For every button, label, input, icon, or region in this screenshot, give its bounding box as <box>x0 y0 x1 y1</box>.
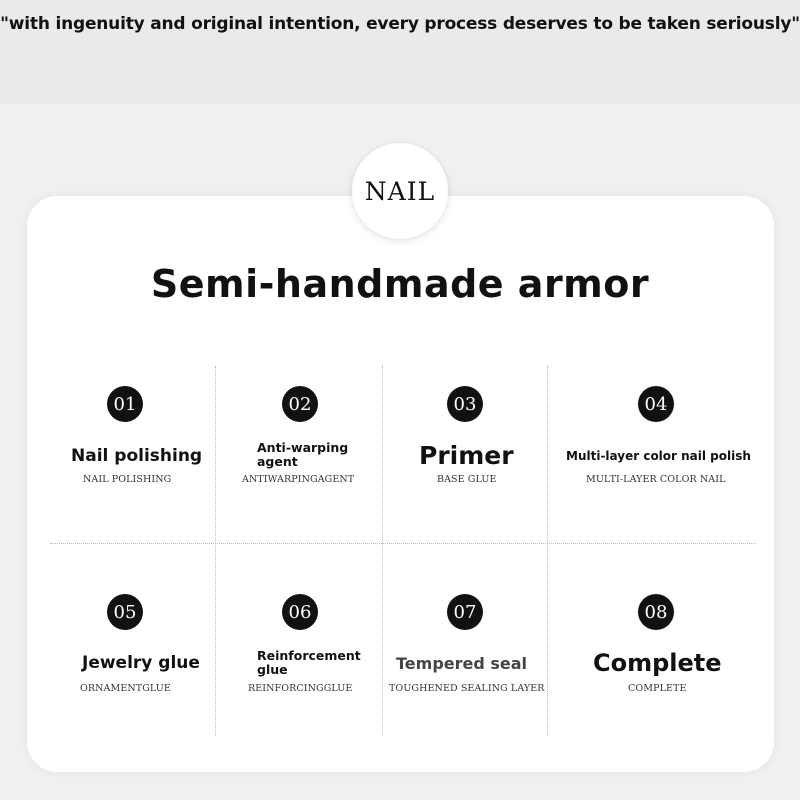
step-sub-03: BASE GLUE <box>437 474 497 485</box>
step-number-01: 01 <box>107 386 143 422</box>
grid-divider-h <box>50 543 756 544</box>
step-number-02: 02 <box>282 386 318 422</box>
step-label-06: Reinforcement glue <box>257 648 361 677</box>
step-sub-08: COMPLETE <box>628 683 687 694</box>
step-sub-04: MULTI-LAYER COLOR NAIL <box>586 474 726 485</box>
step-label-08: Complete <box>593 649 722 677</box>
grid-divider-v3 <box>547 366 548 736</box>
step-sub-01: NAIL POLISHING <box>83 474 172 485</box>
nail-badge <box>352 143 448 239</box>
step-sub-06: REINFORCINGGLUE <box>248 683 353 694</box>
badge-text: NAIL <box>364 176 436 206</box>
step-number-05: 05 <box>107 594 143 630</box>
tagline: "with ingenuity and original intention, every process deserves to be taken seriously" <box>0 14 800 34</box>
step-number-03: 03 <box>447 386 483 422</box>
grid-divider-v2 <box>382 366 383 736</box>
step-number-07: 07 <box>447 594 483 630</box>
step-number-08: 08 <box>638 594 674 630</box>
step-sub-05: ORNAMENTGLUE <box>80 683 171 694</box>
step-label-02: Anti-warping agent <box>257 440 349 469</box>
step-label-03: Primer <box>419 441 514 470</box>
step-label-04: Multi-layer color nail polish <box>566 449 751 463</box>
step-label-01: Nail polishing <box>71 446 203 466</box>
step-label-07: Tempered seal <box>396 654 528 673</box>
step-number-04: 04 <box>638 386 674 422</box>
step-sub-07: TOUGHENED SEALING LAYER <box>389 683 545 694</box>
step-label-05: Jewelry glue <box>82 653 200 673</box>
page-title: Semi-handmade armor <box>150 262 650 306</box>
grid-divider-v1 <box>215 366 216 736</box>
step-sub-02: ANTIWARPINGAGENT <box>242 474 355 485</box>
step-number-06: 06 <box>282 594 318 630</box>
